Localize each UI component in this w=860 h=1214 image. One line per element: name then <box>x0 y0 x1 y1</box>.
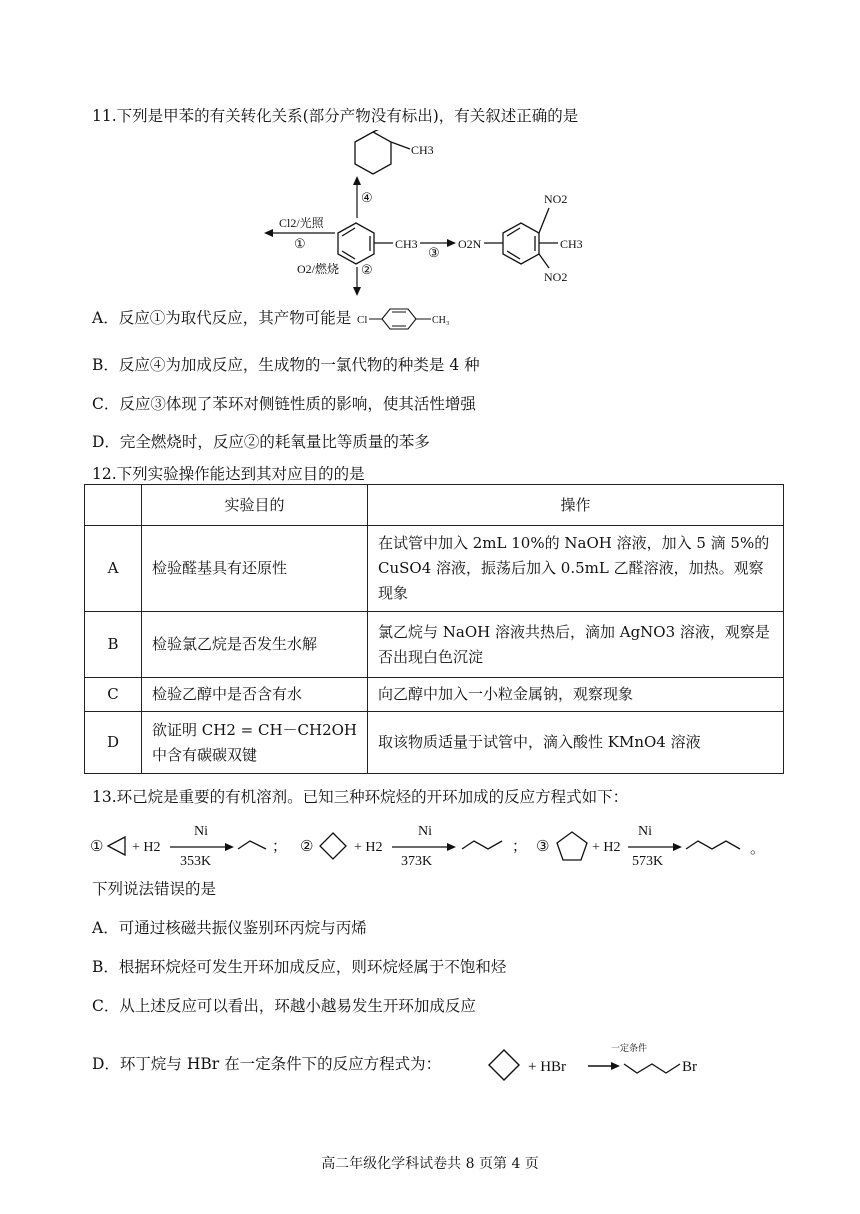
br-label: Br <box>682 1059 697 1075</box>
eq3-plus-h2: + H2 <box>592 840 621 855</box>
toluene-structure <box>338 223 374 264</box>
o2n-label: O2N <box>458 237 482 251</box>
q11-option-a <box>92 306 466 332</box>
eq1-separator: ； <box>272 839 288 855</box>
svg-text:CH₃: CH₃ <box>432 315 450 326</box>
eq1-catalyst: Ni <box>194 824 208 839</box>
q11-option-d: D．完全燃烧时，反应②的耗氧量比等质量的苯多 <box>92 433 430 451</box>
q13-option-c: C．从上述反应可以看出，环越小越易发生开环加成反应 <box>92 997 476 1015</box>
eq2-catalyst: Ni <box>418 824 432 839</box>
row-operation: 氯乙烷与 NaOH 溶液共热后，滴加 AgNO3 溶液，观察是否出现白色沉淀 <box>368 612 784 678</box>
r1-reagent: Cl2/光照 <box>279 216 324 230</box>
table-header-blank <box>85 485 142 526</box>
r2-num: ② <box>361 262 373 277</box>
page-footer: 高二年级化学科试卷共 8 页第 4 页 <box>321 1156 539 1172</box>
q11-option-b: B．反应④为加成反应，生成物的一氯代物的种类是 4 种 <box>92 356 480 374</box>
row-letter: A <box>85 526 142 612</box>
row-goal: 检验氯乙烷是否发生水解 <box>142 612 368 678</box>
table-row <box>85 712 784 774</box>
no2-bottom-label: NO2 <box>544 270 568 284</box>
cyclopropane-structure <box>108 837 125 855</box>
row-goal: 欲证明 CH2 = CH－CH2OH 中含有碳碳双键 <box>142 712 368 774</box>
svg-text:Cl: Cl <box>357 314 368 326</box>
eq3-temp: 573K <box>632 854 664 869</box>
row-letter: D <box>85 712 142 774</box>
eq1-temp: 353K <box>180 854 212 869</box>
q13-option-b: B．根据环烷烃可发生开环加成反应，则环烷烃属于不饱和烃 <box>92 958 507 976</box>
chlorotoluene-structure <box>356 306 466 332</box>
ch3-label-top: CH3 <box>411 143 434 157</box>
q13-sub-stem: 下列说法错误的是 <box>92 880 217 898</box>
r4-num: ④ <box>361 190 373 205</box>
experiment-table <box>84 484 784 774</box>
r1-num: ① <box>294 236 306 251</box>
methylcyclohexane-structure <box>355 130 391 174</box>
r2-reagent: O2/燃烧 <box>297 262 340 276</box>
table-row <box>85 526 784 612</box>
row-operation: 向乙醇中加入一小粒金属钠，观察现象 <box>368 678 784 712</box>
q11-option-a-text: A．反应①为取代反应，其产物可能是 <box>92 309 352 327</box>
cyclopentane-structure <box>557 832 587 860</box>
eq3-catalyst: Ni <box>638 824 652 839</box>
row-letter: C <box>85 678 142 712</box>
table-header-row <box>85 485 784 526</box>
pentane-structure <box>686 841 740 849</box>
q12-stem: 12.下列实验操作能达到其对应目的的是 <box>92 465 365 483</box>
row-goal: 检验乙醇中是否含有水 <box>142 678 368 712</box>
condition-label: 一定条件 <box>611 1043 648 1053</box>
table-header-goal: 实验目的 <box>142 485 368 526</box>
eq2-plus-h2: + H2 <box>354 840 383 855</box>
q11-reaction-diagram <box>0 130 860 300</box>
q11-option-c: C．反应③体现了苯环对侧链性质的影响，使其活性增强 <box>92 395 476 413</box>
cyclobutane-structure <box>489 1050 519 1080</box>
ch3-label-tnt: CH3 <box>560 237 583 251</box>
propane-structure <box>238 841 266 849</box>
q13-option-a: A．可通过核磁共振仪鉴别环丙烷与丙烯 <box>92 919 367 937</box>
tnt-structure <box>503 208 558 268</box>
no2-top-label: NO2 <box>544 192 568 206</box>
row-goal: 检验醛基具有还原性 <box>142 526 368 612</box>
eq2-temp: 373K <box>401 854 433 869</box>
table-row <box>85 678 784 712</box>
eq1-plus-h2: + H2 <box>132 840 161 855</box>
row-letter: B <box>85 612 142 678</box>
ch3-label-toluene: CH3 <box>395 237 418 251</box>
row-operation: 取该物质适量于试管中，滴入酸性 KMnO4 溶液 <box>368 712 784 774</box>
q13-option-d: D．环丁烷与 HBr 在一定条件下的反应方程式为： <box>92 1055 442 1073</box>
eq2-separator: ； <box>512 839 528 855</box>
q13-stem: 13.环己烷是重要的有机溶剂。已知三种环烷烃的开环加成的反应方程式如下： <box>92 788 629 806</box>
butane-structure <box>462 841 502 849</box>
table-header-operation: 操作 <box>368 485 784 526</box>
q11-stem: 11.下列是甲苯的有关转化关系(部分产物没有标出)，有关叙述正确的是 <box>92 107 579 125</box>
eq2-num: ② <box>300 839 314 855</box>
table-row <box>85 612 784 678</box>
eq1-num: ① <box>90 839 104 855</box>
eq3-num: ③ <box>536 839 550 855</box>
row-operation: 在试管中加入 2mL 10%的 NaOH 溶液，加入 5 滴 5%的 CuSO4 溶液，振荡后加入 0.5mL 乙醛溶液，加热。观察现象 <box>368 526 784 612</box>
cyclobutane-structure <box>320 833 346 859</box>
eq3-end: 。 <box>750 841 766 857</box>
r3-num: ③ <box>428 245 440 260</box>
ring-opening-equations <box>90 815 790 870</box>
bromobutane-structure <box>624 1064 680 1073</box>
plus-hbr: + HBr <box>528 1059 567 1075</box>
cyclobutane-hbr-equation <box>484 1038 724 1088</box>
